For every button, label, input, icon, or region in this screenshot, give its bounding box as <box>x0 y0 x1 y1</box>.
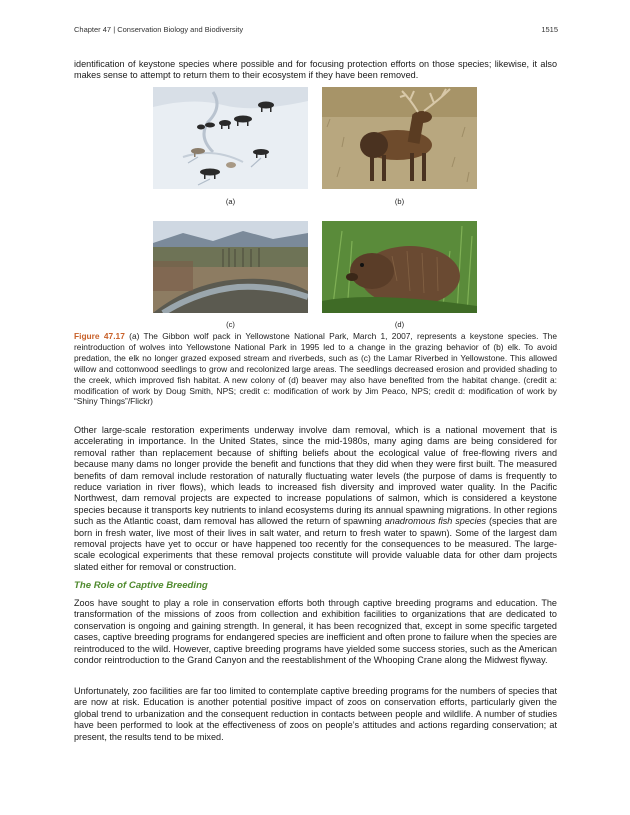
page-header <box>74 25 558 37</box>
beaver-photo <box>322 221 477 323</box>
caption-text: (a) The Gibbon wolf pack in Yellowstone National Park, March 1, 2007, represents a keystone species. The reintroduction of wolves into Yellowstone National Park in 1995 led to a change in the grazing behavior of (b) elk. To avoid predation, the elk no longer grazed exposed stream and riverbeds, such as (c) the Lamar Riverbed in Yellowstone. This allowed willow and cottonwood seedlings to grow and recolonized large areas. The seedlings decreased erosion and provided shading to the creek, which improved fish habitat. A new colony of (d) beaver may also have benefited from the habitat change. (credit a: modification of work by Doug Smith, NPS; credit c: modification of work by Jim Peaco, NPS; credit d: modification of work by “Shiny Things”/Flickr) <box>74 331 557 407</box>
elk-photo <box>322 87 477 189</box>
chapter-title: Chapter 47 | Conservation Biology and Biodiversity <box>74 25 244 34</box>
riverbed-photo <box>153 221 308 323</box>
captive-breeding-paragraph-1: Zoos have sought to play a role in conservation efforts both through captive breeding programs and education. The transformation of the missions of zoos from collection and exhibition facilities to organizations that are dedicated to conservation is ongoing and gaining strength. In general, it has been recognized that, except in some specific targeted cases, captive breeding programs for endangered species are inefficient and often prone to failure when the species are reintroduced to the wild. However, captive breeding programs have yielded some success stories, such as the American condor reintroduction to the Grand Canyon and the reestablishment of the Whooping Crane along the Midwest flyway. <box>74 598 557 666</box>
dam-removal-paragraph <box>74 425 557 573</box>
anadromous-term: anadromous fish species <box>384 516 487 527</box>
panel-a-label: (a) <box>225 197 236 206</box>
page-number: 1515 <box>541 25 558 34</box>
dam-text-start: Other large-scale restoration experiments underway involve dam removal, which is a national movement that is accelerating in importance. In the United States, since the mid-1980s, many aging dams are being considered for removal rather than replacement because of shifting beliefs about the ecological value of free-flowing rivers and because many dams no longer provide the benefit and functions that they did when they were first built. The measured benefits of dam removal include restoration of naturally fluctuating water levels (the purpose of dams is frequently to reduce variation in river flows), which leads to increased fish diversity and improved water quality. In the Pacific Northwest, dam removal projects are expected to increase populations of salmon, which is considered a keystone species because it transports key nutrients to inland ecosystems during its annual spawning migrations. In other regions such as the Atlantic coast, dam removal has allowed the return of spawning <box>74 425 557 527</box>
panel-b-label: (b) <box>394 197 405 206</box>
captive-breeding-paragraph-2: Unfortunately, zoo facilities are far too limited to contemplate captive breeding programs for the numbers of species that are now at risk. Education is another potential positive impact of zoos on conservation efforts, particularly given the global trend to urbanization and the consequent reduction in contacts between people and wildlife. A number of studies have been performed to look at the effectiveness of zoos on people’s attitudes and actions regarding conservation; at present, the results tend to be mixed. <box>74 686 557 742</box>
dam-text-end: (species that are born in fresh water, live most of their lives in salt water, and return to fresh water to spawn). Some of the largest dam removal projects have yet to occur or have happened too recently for the consequences to be measured. The large-scale ecological experiments that these removal projects constitute will provide valuable data for other dam projects slated either for removal or construction. <box>74 516 557 572</box>
figure-number: Figure 47.17 <box>74 331 125 341</box>
wolf-pack-photo <box>153 87 308 189</box>
section-heading: The Role of Captive Breeding <box>74 580 208 591</box>
figure-caption <box>74 331 557 407</box>
panel-d-label: (d) <box>394 320 405 329</box>
panel-c-label: (c) <box>226 320 235 329</box>
intro-paragraph: identification of keystone species where possible and for focusing protection efforts on those species; likewise, it also makes sense to attempt to return them to their ecosystem if they have been removed. <box>74 59 557 81</box>
